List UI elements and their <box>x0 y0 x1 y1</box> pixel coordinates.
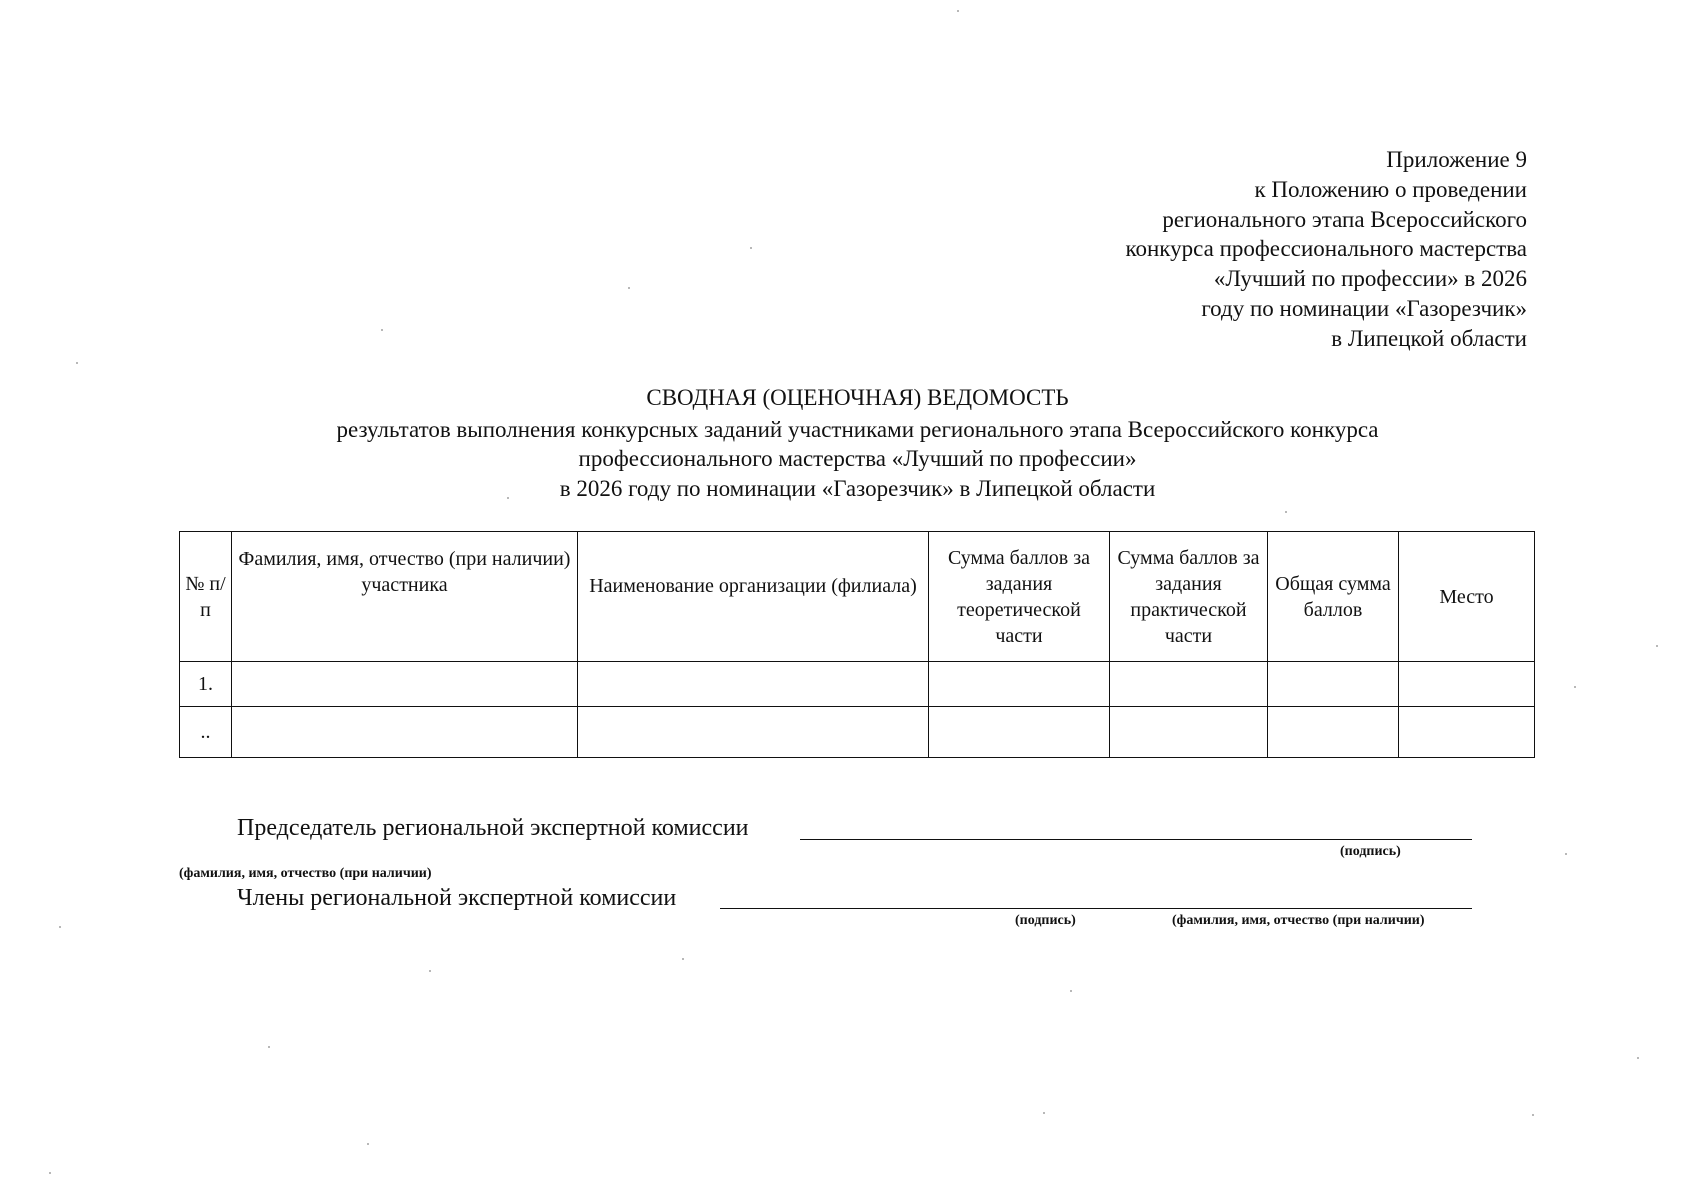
members-signature-line[interactable] <box>720 908 1472 909</box>
cell-total-score[interactable] <box>1268 662 1399 707</box>
cell-place[interactable] <box>1399 662 1535 707</box>
scan-speck <box>367 1143 369 1145</box>
chairman-name-caption: (фамилия, имя, отчество (при наличии) <box>179 866 432 881</box>
chairman-signature-caption: (подпись) <box>1340 844 1401 859</box>
scan-speck <box>381 329 383 331</box>
appendix-line: регионального этапа Всероссийского <box>1162 206 1527 232</box>
members-signature-caption: (подпись) <box>1015 913 1076 928</box>
members-label: Члены региональной экспертной комиссии <box>237 885 677 911</box>
scan-speck <box>1043 1112 1045 1114</box>
title-sub-line: результатов выполнения конкурсных заданий участниками регионального этапа Всероссийского конкурса <box>336 416 1379 442</box>
header-participant-name: Фамилия, имя, отчество (при наличии) участника <box>232 532 578 662</box>
header-total-score: Общая сумма баллов <box>1268 532 1399 662</box>
scan-speck <box>1565 853 1567 855</box>
cell-participant-name[interactable] <box>232 707 578 758</box>
appendix-line: «Лучший по профессии» в 2026 <box>1213 266 1527 292</box>
title-main: СВОДНАЯ (ОЦЕНОЧНАЯ) ВЕДОМОСТЬ <box>646 385 1069 410</box>
appendix-line: к Положению о проведении <box>1254 176 1527 202</box>
header-practice-score: Сумма баллов за задания практической части <box>1110 532 1268 662</box>
title-sub-line: профессионального мастерства «Лучший по профессии» <box>578 446 1137 471</box>
cell-practice-score[interactable] <box>1110 707 1268 758</box>
appendix-header <box>967 145 1527 354</box>
table-row <box>180 707 1535 758</box>
cell-place[interactable] <box>1399 707 1535 758</box>
scan-speck <box>1637 1057 1639 1059</box>
scan-speck <box>429 970 431 972</box>
scan-speck <box>750 247 752 249</box>
cell-theory-score[interactable] <box>929 707 1110 758</box>
scan-speck <box>76 362 78 364</box>
scan-speck <box>1532 1114 1534 1116</box>
header-organization: Наименование организации (филиала) <box>578 532 929 662</box>
header-place: Место <box>1399 532 1535 662</box>
scan-speck <box>682 958 684 960</box>
scan-speck <box>957 10 959 12</box>
chairman-label: Председатель региональной экспертной комиссии <box>237 815 749 841</box>
scan-speck <box>1285 511 1287 513</box>
header-theory-score: Сумма баллов за задания теоретической части <box>929 532 1110 662</box>
scan-speck <box>268 1046 270 1048</box>
header-number: № п/п <box>180 532 232 662</box>
appendix-line: конкурса профессионального мастерства <box>1125 236 1527 262</box>
appendix-line: Приложение 9 <box>1386 147 1527 172</box>
scan-speck <box>507 497 509 499</box>
results-table <box>179 531 1535 758</box>
title-sub-line: в 2026 году по номинации «Газорезчик» в Липецкой области <box>559 475 1156 501</box>
cell-organization[interactable] <box>578 707 929 758</box>
cell-total-score[interactable] <box>1268 707 1399 758</box>
scan-speck <box>628 287 630 289</box>
cell-theory-score[interactable] <box>929 662 1110 707</box>
appendix-line: году по номинации «Газорезчик» <box>1201 295 1527 321</box>
table-row <box>180 662 1535 707</box>
chairman-signature-line[interactable] <box>800 839 1472 840</box>
members-name-caption: (фамилия, имя, отчество (при наличии) <box>1172 913 1425 928</box>
scan-speck <box>59 926 61 928</box>
scan-speck <box>1070 990 1072 992</box>
cell-participant-name[interactable] <box>232 662 578 707</box>
cell-practice-score[interactable] <box>1110 662 1268 707</box>
appendix-line: в Липецкой области <box>1331 325 1527 351</box>
scan-speck <box>1574 686 1576 688</box>
table-header-row <box>180 532 1535 662</box>
cell-number: 1. <box>180 662 232 707</box>
scan-speck <box>49 1172 51 1174</box>
cell-number: .. <box>180 707 232 758</box>
scan-speck <box>1656 645 1658 647</box>
document-title <box>180 383 1535 503</box>
cell-organization[interactable] <box>578 662 929 707</box>
